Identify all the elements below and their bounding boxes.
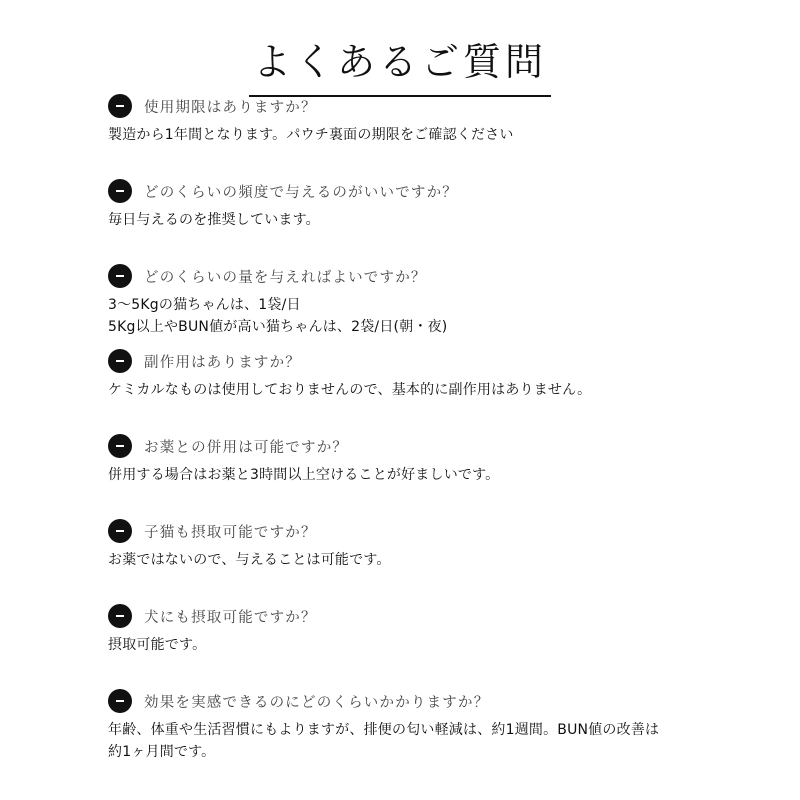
faq-answer bbox=[108, 464, 788, 486]
faq-answer bbox=[108, 549, 788, 571]
faq-item bbox=[108, 347, 788, 432]
faq-answer-line: 年齢、体重や生活習慣にもよりますが、排便の匂い軽減は、約1週間。BUN値の改善は bbox=[108, 722, 660, 738]
minus-circle-icon bbox=[108, 349, 132, 373]
minus-circle-icon bbox=[108, 264, 132, 288]
faq-item bbox=[108, 432, 788, 517]
faq-question-text: お薬との併用は可能ですか？ bbox=[144, 439, 349, 456]
faq-answer-line: 毎日与えるのを推奨しています。 bbox=[108, 212, 320, 228]
minus-circle-icon bbox=[108, 179, 132, 203]
faq-question bbox=[108, 432, 788, 460]
faq-item bbox=[108, 92, 788, 177]
faq-answer bbox=[108, 294, 788, 338]
minus-circle-icon bbox=[108, 434, 132, 458]
faq-answer-line: ケミカルなものは使用しておりませんので、基本的に副作用はありません。 bbox=[108, 382, 592, 398]
minus-circle-icon bbox=[108, 94, 132, 118]
faq-question-text: 子猫も摂取可能ですか？ bbox=[144, 524, 317, 541]
faq-answer-line: 5Kg以上やBUN値が高い猫ちゃんは、2袋/日(朝・夜) bbox=[108, 319, 448, 335]
page-title: よくあるご質問 bbox=[249, 39, 551, 97]
faq-question bbox=[108, 262, 788, 290]
faq-answer bbox=[108, 209, 788, 231]
faq-question-text: どのくらいの量を与えればよいですか？ bbox=[144, 269, 427, 286]
faq-answer-line: 約1ヶ月間です。 bbox=[108, 744, 216, 760]
faq-answer-line: 3〜5Kgの猫ちゃんは、1袋/日 bbox=[108, 297, 301, 313]
faq-answer bbox=[108, 634, 788, 656]
faq-answer-line: 併用する場合はお薬と3時間以上空けることが好ましいです。 bbox=[108, 467, 500, 483]
faq-item bbox=[108, 177, 788, 262]
faq-question bbox=[108, 602, 788, 630]
faq-item bbox=[108, 262, 788, 347]
faq-answer bbox=[108, 719, 788, 763]
faq-item bbox=[108, 602, 788, 687]
faq-answer-line: お薬ではないので、与えることは可能です。 bbox=[108, 552, 391, 568]
minus-circle-icon bbox=[108, 519, 132, 543]
faq-item bbox=[108, 517, 788, 602]
faq-question-text: 犬にも摂取可能ですか？ bbox=[144, 609, 317, 626]
faq-answer-line: 製造から1年間となります。パウチ裏面の期限をご確認ください bbox=[108, 127, 514, 143]
faq-item bbox=[108, 687, 788, 772]
faq-question bbox=[108, 92, 788, 120]
faq-question bbox=[108, 347, 788, 375]
faq-question bbox=[108, 177, 788, 205]
faq-question bbox=[108, 517, 788, 545]
faq-answer bbox=[108, 124, 788, 146]
faq-question-text: 効果を実感できるのにどのくらいかかりますか？ bbox=[144, 694, 490, 711]
faq-question-text: 使用期限はありますか？ bbox=[144, 99, 317, 116]
faq-answer-line: 摂取可能です。 bbox=[108, 637, 207, 653]
faq-list bbox=[108, 92, 788, 772]
faq-question bbox=[108, 687, 788, 715]
faq-question-text: どのくらいの頻度で与えるのがいいですか？ bbox=[144, 184, 458, 201]
minus-circle-icon bbox=[108, 604, 132, 628]
faq-answer bbox=[108, 379, 788, 401]
faq-question-text: 副作用はありますか？ bbox=[144, 354, 301, 371]
minus-circle-icon bbox=[108, 689, 132, 713]
